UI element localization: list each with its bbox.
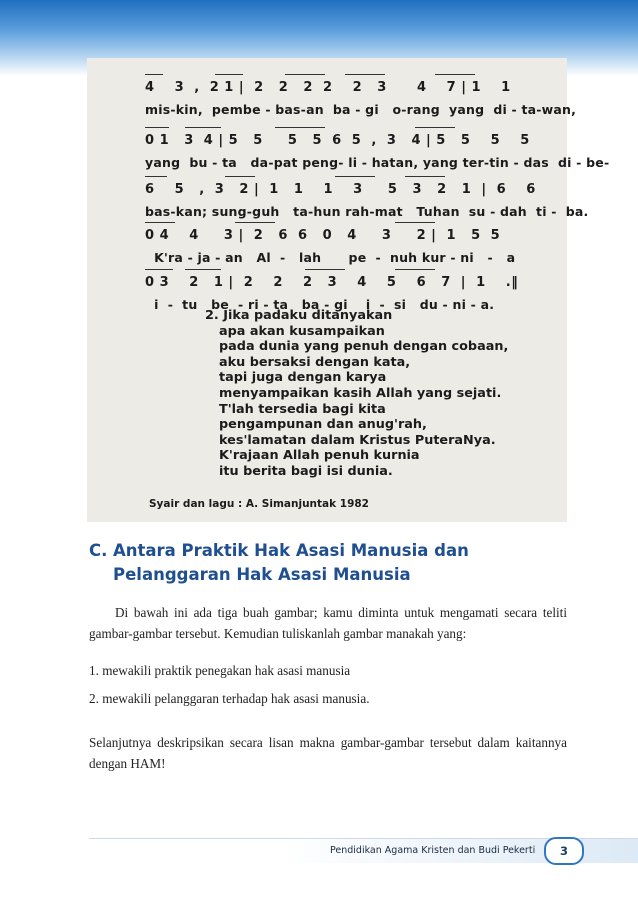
song-verse [205, 308, 508, 480]
score-notes: 0 4 4 3 | 2 6 6 0 4 3 2 | 1 5 5 [145, 228, 501, 243]
beam-group [145, 269, 555, 273]
intro-paragraph: Di bawah ini ada tiga buah gambar; kamu diminta untuk mengamati secara teliti gambar-gambar tersebut. Kemudian tuliskanlah gambar manakah yang: [89, 605, 567, 641]
score-notes: 6 5 , 3 2 | 1 1 1 3 5 3 2 1 | 6 6 [145, 182, 536, 197]
score-notes: 0 1 3 4 | 5 5 5 5 6 5 , 3 4 | 5 5 5 5 [145, 133, 530, 148]
section-title: Antara Praktik Hak Asasi Manusia dan Pelanggaran Hak Asasi Manusia [113, 541, 469, 584]
page-number: 3 [559, 844, 568, 858]
verse-line: 2. Jika padaku ditanyakan [205, 308, 393, 323]
beam-group [145, 176, 555, 180]
page-number-badge [544, 837, 584, 865]
score-lyric: yang bu - ta da-pat peng- li - hatan, yang ter-tin - das di - be- [145, 155, 610, 170]
song-score-image [87, 58, 610, 522]
verse-line: kes'lamatan dalam Kristus PuteraNya. [219, 432, 496, 448]
verse-line: K'rajaan Allah penuh kurnia [219, 448, 420, 464]
verse-line: apa akan kusampaikan [219, 323, 385, 339]
song-credit: Syair dan lagu : A. Simanjuntak 1982 [149, 498, 369, 510]
score-lyric: bas-kan; sung-guh ta-hun rah-mat Tuhan su - dah ti - ba. [145, 204, 589, 219]
score-notes: 0 3 2 1 | 2 2 2 3 4 5 6 7 | 1 .‖ [145, 275, 519, 290]
verse-line: itu berita bagi isi dunia. [219, 463, 393, 479]
beam-group [145, 127, 555, 131]
footer-book-title: Pendidikan Agama Kristen dan Budi Pekerti [330, 845, 536, 856]
score-notes: 4 3 , 2 1 | 2 2 2 2 2 3 4 7 | 1 1 [145, 80, 511, 95]
section-letter: C. [89, 541, 108, 560]
closing-paragraph: Selanjutnya deskripsikan secara lisan makna gambar-gambar tersebut dalam kaitannya dengan HAM! [89, 735, 567, 771]
score-lyric: i - tu be - ri - ta ba - gi i - si du - ni - a. [145, 297, 495, 312]
score-lyric: K'ra - ja - an Al - lah pe - nuh kur - ni - a [145, 250, 516, 265]
verse-line: tapi juga dengan karya [219, 370, 387, 386]
verse-line: aku bersaksi dengan kata, [219, 354, 411, 370]
verse-line: pengampunan dan anug'rah, [219, 417, 427, 433]
verse-line: T'lah tersedia bagi kita [219, 401, 386, 417]
beam-group [145, 222, 555, 226]
verse-line: pada dunia yang penuh dengan cobaan, [219, 339, 509, 355]
list-item: 2. mewakili pelanggaran terhadap hak asasi manusia. [89, 691, 370, 706]
list-item: 1. mewakili praktik penegakan hak asasi manusia [89, 663, 351, 678]
verse-line: menyampaikan kasih Allah yang sejati. [219, 385, 502, 401]
beam-group [145, 74, 555, 78]
score-lyric: mis-kin, pembe - bas-an ba - gi o-rang yang di - ta-wan, [145, 102, 577, 117]
